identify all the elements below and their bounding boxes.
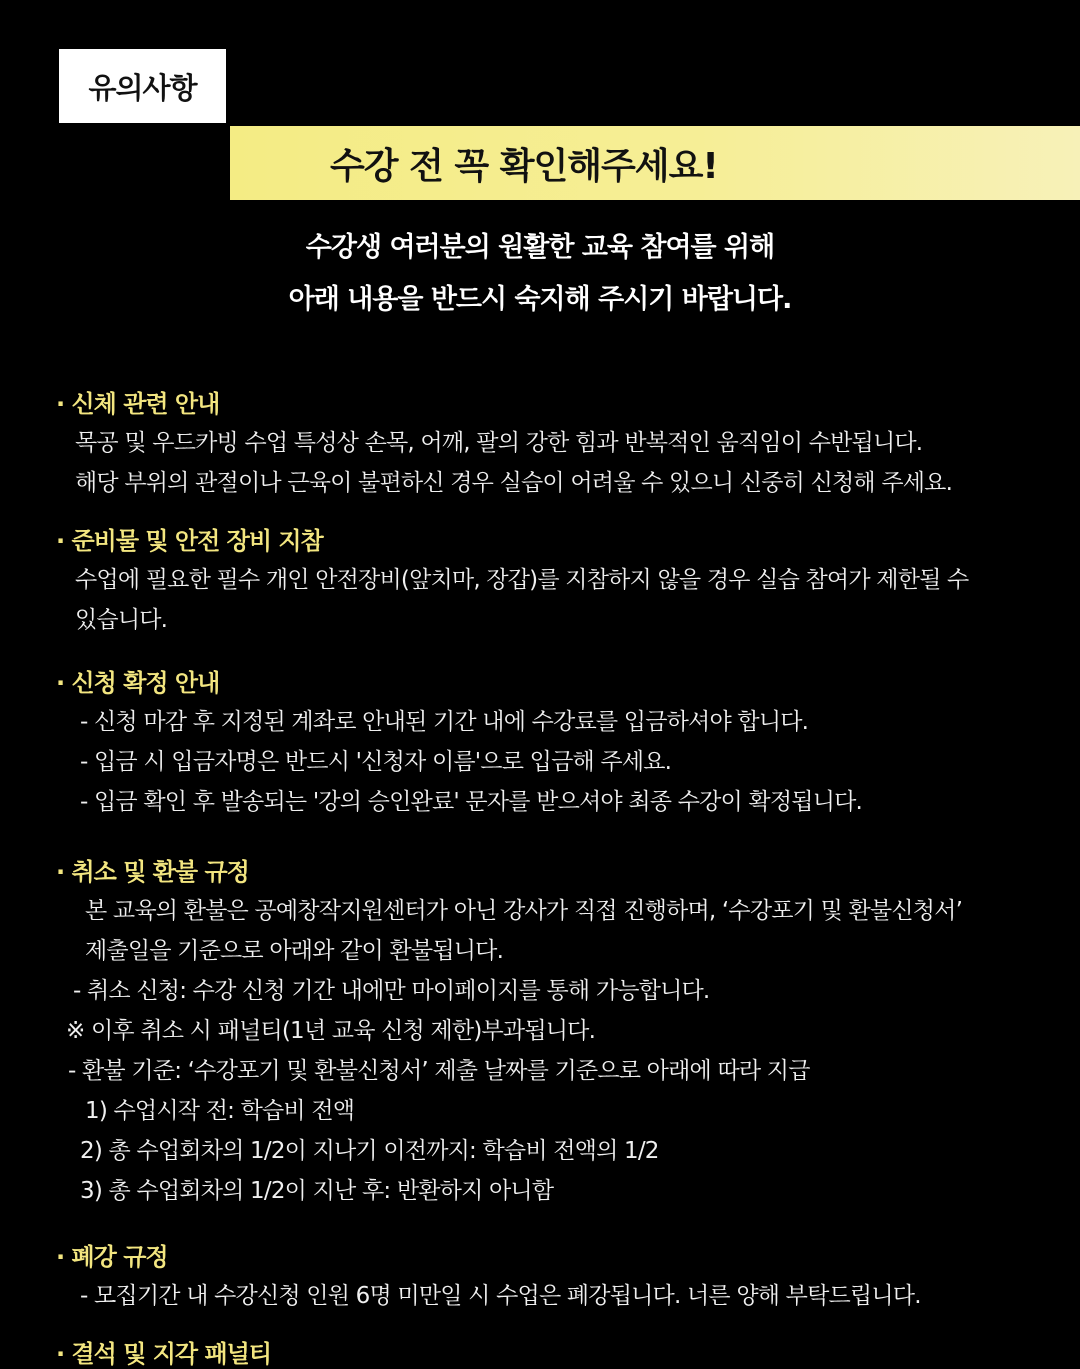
intro-line: 수강생 여러분의 원활한 교육 참여를 위해 — [305, 232, 775, 263]
section-line: - 신청 마감 후 지정된 계좌로 안내된 기간 내에 수강료를 입금하셔야 합니다. — [80, 709, 809, 735]
section-title-body: · 신체 관련 안내 — [56, 390, 220, 418]
section-line: 있습니다. — [75, 607, 168, 633]
section-line: - 모집기간 내 수강신청 인원 6명 미만일 시 수업은 폐강됩니다. 너른 양해 부탁드립니다. — [80, 1283, 921, 1309]
section-line: 제출일을 기준으로 아래와 같이 환불됩니다. — [85, 938, 504, 964]
section-title-refund: · 취소 및 환불 규정 — [56, 858, 249, 886]
section-title-equipment: · 준비물 및 안전 장비 지참 — [56, 527, 323, 555]
banner-title: 수강 전 꼭 확인해주세요! — [230, 126, 1080, 200]
section-line: 3) 총 수업회차의 1/2이 지난 후: 반환하지 아니함 — [80, 1178, 554, 1204]
section-line: 목공 및 우드카빙 수업 특성상 손목, 어깨, 팔의 강한 힘과 반복적인 움직임이 수반됩니다. — [75, 430, 923, 456]
section-line: ※ 이후 취소 시 패널티(1년 교육 신청 제한)부과됩니다. — [66, 1018, 596, 1044]
section-title-cancellation: · 폐강 규정 — [56, 1243, 168, 1271]
section-line: - 취소 신청: 수강 신청 기간 내에만 마이페이지를 통해 가능합니다. — [73, 978, 710, 1004]
notice-tag: 유의사항 — [59, 49, 226, 123]
section-line: 수업에 필요한 필수 개인 안전장비(앞치마, 장갑)를 지참하지 않을 경우 실습 참여가 제한될 수 — [75, 567, 969, 593]
section-line: 본 교육의 환불은 공예창작지원센터가 아닌 강사가 직접 진행하며, ‘수강포기 및 환불신청서’ — [85, 898, 963, 924]
section-line: 2) 총 수업회차의 1/2이 지나기 이전까지: 학습비 전액의 1/2 — [80, 1138, 659, 1164]
intro-text — [0, 222, 1080, 326]
section-title-confirmation: · 신청 확정 안내 — [56, 669, 220, 697]
intro-line: 아래 내용을 반드시 숙지해 주시기 바랍니다. — [288, 284, 792, 315]
section-line: - 입금 확인 후 발송되는 '강의 승인완료' 문자를 받으셔야 최종 수강이 확정됩니다. — [80, 789, 863, 815]
section-line: - 입금 시 입금자명은 반드시 '신청자 이름'으로 입금해 주세요. — [80, 749, 672, 775]
section-title-absence: · 결석 및 지각 패널티 — [56, 1340, 272, 1368]
section-line: - 환불 기준: ‘수강포기 및 환불신청서’ 제출 날짜를 기준으로 아래에 따라 지급 — [68, 1058, 810, 1084]
section-line: 해당 부위의 관절이나 근육이 불편하신 경우 실습이 어려울 수 있으니 신중히 신청해 주세요. — [75, 470, 953, 496]
section-line: 1) 수업시작 전: 학습비 전액 — [85, 1098, 355, 1124]
